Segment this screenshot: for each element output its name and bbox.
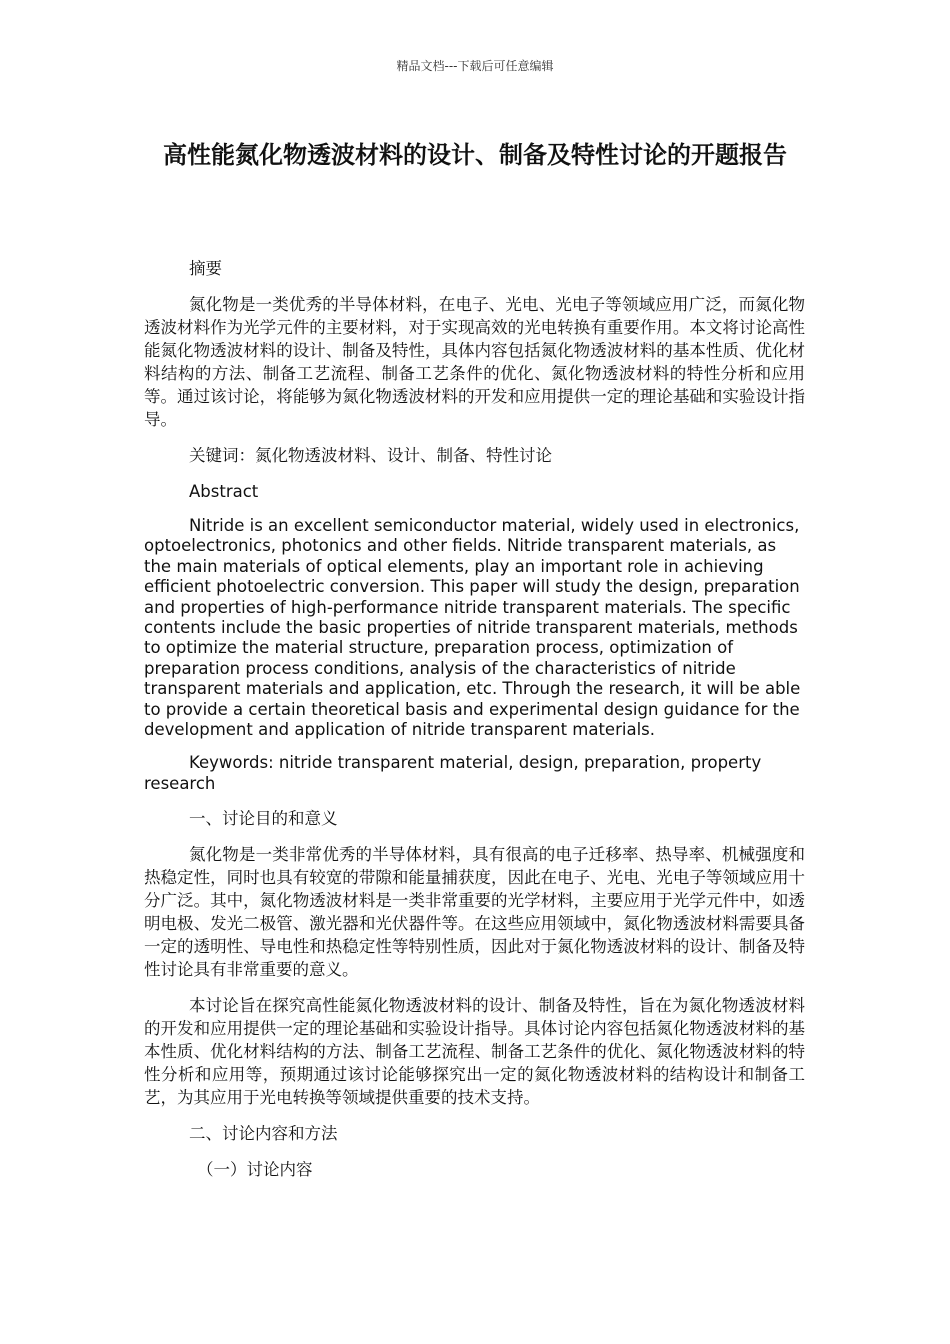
section2-subheading-1: （一）讨论内容 [197, 1160, 313, 1180]
section1-paragraph-2: 本讨论旨在探究高性能氮化物透波材料的设计、制备及特性，旨在为氮化物透波材料的开发和应用提供一定的理论基础和实验设计指导。具体讨论内容包括氮化物透波材料的基本性质、优化材料结构的方法、制备工艺流程、制备工艺条件的优化、氮化物透波材料的特性分析和应用等，预期通过该讨论能够探究出一定的氮化物透波材料的结构设计和制备工艺，为其应用于光电转换等领域提供重要的技术支持。 [144, 996, 805, 1108]
section2-heading: 二、讨论内容和方法 [189, 1124, 338, 1144]
header-note: 精品文档---下载后可任意编辑 [396, 59, 554, 73]
keywords-en: Keywords: nitride transparent material, design, preparation, property research [144, 753, 762, 793]
document-body [144, 257, 805, 1193]
abstract-heading: 摘要 [189, 259, 222, 278]
abstract-en-heading: Abstract [189, 482, 259, 501]
section1-heading: 一、讨论目的和意义 [189, 809, 338, 829]
abstract-cn-paragraph: 氮化物是一类优秀的半导体材料，在电子、光电、光电子等领域应用广泛，而氮化物透波材料作为光学元件的主要材料，对于实现高效的光电转换有重要作用。本文将讨论高性能氮化物透波材料的设计、制备及特性，具体内容包括氮化物透波材料的基本性质、优化材料结构的方法、制备工艺流程、制备工艺条件的优化、氮化物透波材料的特性分析和应用等。通过该讨论，将能够为氮化物透波材料的开发和应用提供一定的理论基础和实验设计指导。 [144, 295, 805, 429]
section1-paragraph-1: 氮化物是一类非常优秀的半导体材料，具有很高的电子迁移率、热导率、机械强度和热稳定性，同时也具有较宽的带隙和能量捕获度，因此在电子、光电、光电子等领域应用十分广泛。其中，氮化物透波材料是一类非常重要的光学材料，主要应用于光学元件中，如透明电极、发光二极管、激光器和光伏器件等。在这些应用领域中，氮化物透波材料需要具备一定的透明性、导电性和热稳定性等特别性质，因此对于氮化物透波材料的设计、制备及特性讨论具有非常重要的意义。 [144, 845, 805, 980]
document-title: 高性能氮化物透波材料的设计、制备及特性讨论的开题报告 [163, 141, 787, 169]
keywords-cn: 关键词：氮化物透波材料、设计、制备、特性讨论 [189, 446, 552, 465]
abstract-en-paragraph: Nitride is an excellent semiconductor material, widely used in electronics, optoelectronics, photonics and other fields. Nitride transparent materials, as the main materials of optical elements, play an important role in achieving efficient photoelectric conversion. This paper will study the design, preparation and properties of high-performance nitride transparent materials. The specific contents include the basic properties of nitride transparent materials, methods to optimize the material structure, preparation process, optimization of preparation process conditions, analysis of the characteristics of nitride transparent materials and application, etc. Through the research, it will be able to provide a certain theoretical basis and experimental design guidance for the development and application of nitride transparent materials. [144, 516, 801, 740]
